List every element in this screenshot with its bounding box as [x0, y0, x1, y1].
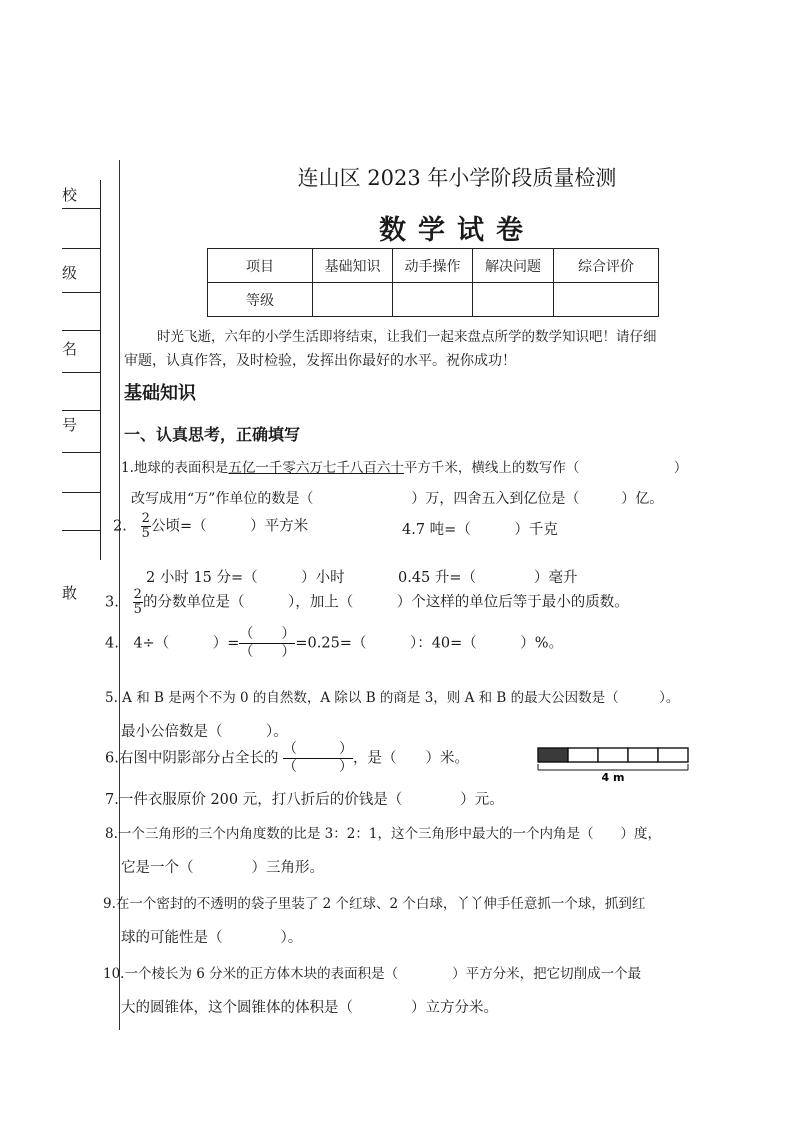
- question-5-line-2: 最小公倍数是（ ）。: [121, 724, 288, 740]
- grade-cell: 等级: [208, 283, 313, 317]
- q1-text-b: 平方千米，横线上的数写作（ ）: [403, 460, 688, 476]
- q6-fraction: （ ） （ ）: [282, 741, 353, 775]
- side-field-line: [62, 330, 100, 331]
- side-label-name: 名: [62, 340, 78, 358]
- exam-title: 连山区 2023 年小学阶段质量检测: [297, 166, 617, 190]
- grade-cell: 基础知识: [313, 249, 393, 283]
- q1-text-a: 1.地球的表面积是: [121, 460, 229, 476]
- q4-text-b: =0.25=（ ）：40=（ ）%。: [295, 635, 564, 652]
- question-8-line-2: 它是一个（ ）三角形。: [121, 860, 324, 876]
- question-1-line-2: 改写成用“万”作单位的数是（ ）万，四舍五入到亿位是（ ）亿。: [131, 491, 664, 507]
- exam-subtitle: 数学试卷: [379, 215, 535, 246]
- q2-text-b: 4.7 吨=（ ）千克: [402, 522, 558, 538]
- bar-segment: [568, 748, 598, 762]
- grade-cell: 动手操作: [393, 249, 473, 283]
- grade-cell: 项目: [208, 249, 313, 283]
- grade-table-header-row: [208, 249, 659, 283]
- q3-number: 3.: [105, 594, 119, 611]
- side-label-number: 号: [62, 416, 78, 434]
- q1-underlined-number: 五亿一千零六万七千八百六十: [228, 460, 404, 476]
- q2-text-d: 0.45 升=（ ）毫升: [398, 570, 578, 586]
- grade-table-row: [208, 283, 659, 317]
- q2-text-c: 2 小时 15 分=（ ）小时: [146, 570, 345, 586]
- question-10-line-2: 大的圆锥体，这个圆锥体的体积是（ ）立方分米。: [121, 1000, 498, 1016]
- side-field-line: [62, 248, 100, 249]
- grade-input-cell[interactable]: [554, 283, 659, 317]
- side-field-line: [62, 208, 100, 209]
- intro-line-2: 审题，认真作答，及时检验，发挥出你最好的水平。祝你成功！: [124, 353, 516, 369]
- side-field-line: [62, 530, 100, 531]
- side-field-line: [62, 372, 100, 373]
- side-label-school: 校: [62, 186, 78, 204]
- bar-length-label: 4 m: [601, 771, 625, 782]
- question-10-line-1: 10.一个棱长为 6 分米的正方体木块的表面积是（ ）平方分米，把它切削成一个最: [103, 966, 642, 982]
- q6-bar-diagram: [536, 744, 696, 782]
- side-label-bottom: 敢: [62, 584, 78, 602]
- bar-segment: [598, 748, 628, 762]
- question-6: [105, 741, 469, 776]
- side-field-line: [62, 410, 100, 411]
- question-8-line-1: 8.一个三角形的三个内角度数的比是 3：2：1，这个三角形中最大的一个内角是（ ）度，: [105, 826, 661, 842]
- bar-segment: [628, 748, 658, 762]
- grade-cell: 解决问题: [473, 249, 554, 283]
- section-title: 基础知识: [124, 383, 196, 404]
- q4-text-a: 4. 4÷（ ）=: [105, 635, 240, 652]
- bar-segment-shaded: [538, 748, 568, 762]
- grade-input-cell[interactable]: [313, 283, 393, 317]
- side-field-line: [62, 452, 100, 453]
- grade-input-cell[interactable]: [393, 283, 473, 317]
- side-field-line: [62, 292, 100, 293]
- part-title: 一、认真思考，正确填写: [124, 425, 301, 444]
- question-4: [105, 626, 563, 661]
- question-5-line-1: 5. A 和 B 是两个不为 0 的自然数，A 除以 B 的商是 3，则 A 和 B 的最大公因数是（ ）。: [105, 690, 680, 706]
- grade-table: [207, 248, 659, 317]
- q3-fraction: $\frac{2}{5}$: [133, 587, 142, 617]
- question-1-line-1: [121, 456, 687, 476]
- intro-line-1: 时光飞逝，六年的小学生活即将结束，让我们一起来盘点所学的数学知识吧！请仔细: [157, 329, 657, 345]
- question-9-line-2: 球的可能性是（ ）。: [121, 930, 303, 946]
- q2-fraction: $\frac{2}{5}$: [141, 511, 150, 541]
- question-3: [105, 588, 629, 617]
- question-2-line-1: [113, 512, 308, 541]
- q4-fraction: （ ） （ ）: [239, 626, 296, 660]
- side-binding-line: [100, 180, 101, 560]
- side-field-line: [62, 492, 100, 493]
- grade-input-cell[interactable]: [473, 283, 554, 317]
- bar-segment: [658, 748, 688, 762]
- grade-cell: 综合评价: [554, 249, 659, 283]
- q2-number: 2.: [113, 518, 127, 535]
- q3-text: 的分数单位是（ ），加上（ ）个这样的单位后等于最小的质数。: [142, 594, 629, 611]
- q2-text-a: 公顷=（ ）平方米: [150, 518, 309, 535]
- question-9-line-1: 9.在一个密封的不透明的袋子里装了 2 个红球、2 个白球，丫丫伸手任意抓一个球，抓到红: [103, 896, 646, 912]
- q6-text-a: 6.右图中阴影部分占全长的: [105, 750, 279, 767]
- q6-text-b: ，是（ ）米。: [352, 750, 469, 767]
- question-7: 7.一件衣服原价 200 元，打八折后的价钱是（ ）元。: [105, 792, 504, 808]
- side-label-class: 级: [62, 264, 78, 282]
